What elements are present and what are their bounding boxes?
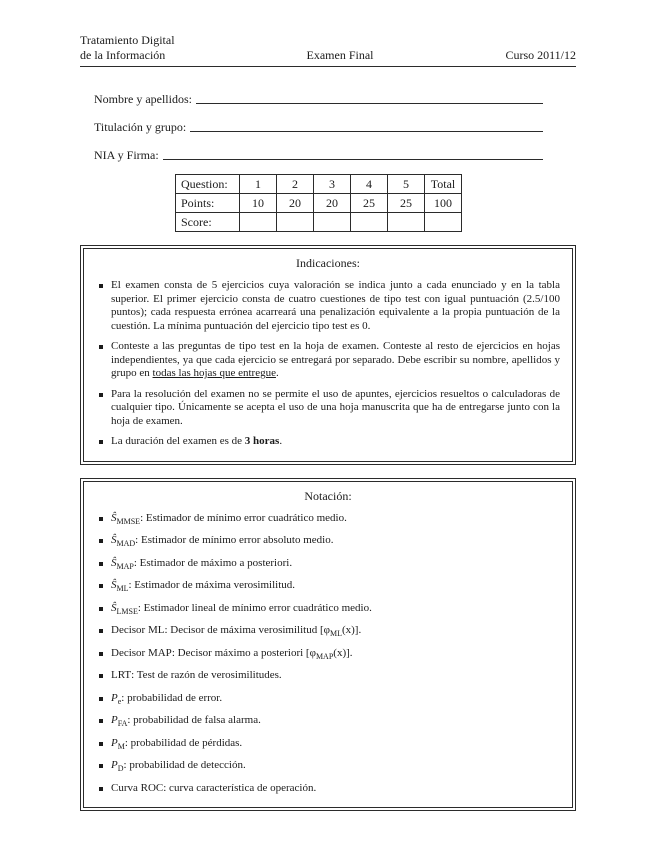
- table-cell: 100: [425, 194, 462, 213]
- text-segment: : probabilidad de error.: [121, 691, 223, 704]
- notation-term: Curva ROC: [111, 781, 164, 794]
- notation-term: Ŝ: [111, 511, 117, 524]
- item-text: [111, 279, 560, 333]
- bullet-icon: [99, 517, 103, 521]
- name-field-label: Nombre y apellidos:: [94, 92, 192, 106]
- item-text: [111, 714, 560, 728]
- text-segment: : probabilidad de pérdidas.: [124, 736, 243, 749]
- indicaciones-box: [80, 245, 576, 465]
- table-cell: 2: [277, 175, 314, 194]
- list-item: [96, 512, 560, 526]
- list-item: [96, 435, 560, 449]
- text-segment: : Estimador lineal de mínimo error cuadrático medio.: [137, 601, 372, 614]
- header-rule: [80, 66, 576, 67]
- text-segment-underline: todas las hojas que entregue: [152, 367, 276, 379]
- bullet-icon: [99, 719, 103, 723]
- bullet-icon: [99, 787, 103, 791]
- notation-term: Decisor MAP: [111, 646, 172, 659]
- item-text: [111, 435, 560, 449]
- item-text: [111, 759, 560, 773]
- text-segment: : probabilidad de detección.: [123, 759, 246, 771]
- notacion-title: Notación:: [304, 488, 352, 503]
- item-text: [111, 647, 560, 661]
- score-table: [175, 174, 462, 232]
- notacion-box: [80, 478, 576, 812]
- list-item: [96, 602, 560, 616]
- table-row-points: [176, 194, 462, 213]
- degree-field-label: Titulación y grupo:: [94, 120, 187, 134]
- notation-term: Decisor ML: [111, 624, 165, 636]
- list-item: [96, 692, 560, 706]
- table-row-label: Score:: [176, 213, 240, 232]
- course-title-line1: Tratamiento Digital: [80, 33, 175, 47]
- notation-term: Ŝ: [111, 556, 117, 569]
- notacion-box-inner: [83, 481, 573, 809]
- notation-term: Ŝ: [111, 601, 117, 614]
- bullet-icon: [99, 697, 103, 701]
- course-title: [80, 33, 175, 63]
- text-segment: (x)].: [341, 624, 362, 636]
- bullet-icon: [99, 440, 103, 444]
- notation-subscript: ML: [329, 629, 342, 639]
- nia-field-line: [163, 159, 543, 160]
- notation-term-subscript: e: [117, 696, 122, 706]
- notation-term-subscript: MAP: [116, 561, 134, 571]
- table-cell: [277, 213, 314, 232]
- list-item: [96, 759, 560, 773]
- bullet-icon: [99, 607, 103, 611]
- notation-term: P: [111, 691, 118, 704]
- bullet-icon: [99, 674, 103, 678]
- bullet-icon: [99, 742, 103, 746]
- table-row-question: [176, 175, 462, 194]
- table-cell: 10: [240, 194, 277, 213]
- notation-term-subscript: MAD: [116, 539, 136, 549]
- text-segment: Conteste a las preguntas de tipo test en la hoja de examen. Conteste al resto de ejercicios en hojas independientes, ya que cada ejercicio se entregará por separado. Debe escribir su nombre, apellidos y grupo en: [111, 340, 560, 379]
- item-text: [111, 340, 560, 381]
- text-segment: (x)].: [333, 646, 353, 659]
- bullet-icon: [99, 284, 103, 288]
- bullet-icon: [99, 393, 103, 397]
- notation-subscript: MAP: [315, 651, 334, 661]
- table-cell: 4: [351, 175, 388, 194]
- text-segment: La duración del examen es de: [111, 435, 245, 447]
- nia-field-row: [94, 135, 543, 163]
- text-segment: : Decisor de máxima verosimilitud [φ: [164, 624, 330, 636]
- text-segment: .: [279, 435, 283, 447]
- text-segment-bold: 3 horas: [244, 435, 280, 447]
- notation-term-subscript: FA: [117, 719, 128, 729]
- list-item: [96, 669, 560, 683]
- table-cell: [388, 213, 425, 232]
- page-header: [80, 33, 576, 63]
- indicaciones-title: Indicaciones:: [296, 256, 360, 270]
- list-item: [96, 340, 560, 381]
- text-segment: El examen consta de 5 ejercicios cuya valoración se indica junto a cada enunciado y en la tabla superior. El primer ejercicio consta de cuatro cuestiones de tipo test con igual puntuación (2.5/100 puntos); cada respuesta errónea acarreará una penalización equivalente a la propia puntuación de la cuestión. La mínima puntuación del ejercicio tipo test es 0.: [111, 279, 560, 332]
- table-cell: Total: [425, 175, 462, 194]
- course-title-line2: de la Información: [80, 48, 166, 62]
- item-text: [111, 782, 560, 796]
- list-item: [96, 579, 560, 593]
- item-text: [111, 669, 560, 683]
- text-segment: : curva característica de operación.: [163, 781, 317, 794]
- item-text: [111, 557, 560, 571]
- text-segment: : Estimador de máxima verosimilitud.: [128, 579, 295, 591]
- item-text: [111, 512, 560, 526]
- notation-term: Ŝ: [111, 534, 117, 546]
- text-segment: : probabilidad de falsa alarma.: [127, 714, 261, 726]
- text-segment: : Estimador de mínimo error cuadrático medio.: [140, 511, 347, 524]
- table-cell: [425, 213, 462, 232]
- list-item: [96, 647, 560, 661]
- table-cell: 25: [351, 194, 388, 213]
- bullet-icon: [99, 562, 103, 566]
- indicaciones-box-inner: [83, 248, 573, 462]
- table-cell: 25: [388, 194, 425, 213]
- list-item: [96, 279, 560, 333]
- name-field-row: [94, 79, 543, 107]
- bullet-icon: [99, 539, 103, 543]
- item-text: [111, 579, 560, 593]
- item-text: [111, 388, 560, 429]
- bullet-icon: [99, 764, 103, 768]
- table-cell: [351, 213, 388, 232]
- notation-term: P: [111, 714, 118, 726]
- item-text: [111, 534, 560, 548]
- text-segment: : Decisor máximo a posteriori [φ: [171, 646, 316, 659]
- table-cell: 20: [314, 194, 351, 213]
- notation-term-subscript: M: [117, 741, 125, 751]
- degree-field-line: [190, 131, 543, 132]
- text-segment: Para la resolución del examen no se permite el uso de apuntes, ejercicios resueltos o calculadoras de cualquier tipo. Únicamente se acepta el uso de una hoja manuscrita que ha de entregarse junto con la hoja de examen.: [111, 387, 560, 427]
- table-row-score: [176, 213, 462, 232]
- list-item: [96, 624, 560, 638]
- table-cell: [314, 213, 351, 232]
- bullet-icon: [99, 584, 103, 588]
- list-item: [96, 737, 560, 751]
- table-cell: 20: [277, 194, 314, 213]
- notation-term-subscript: D: [117, 764, 124, 774]
- list-item: [96, 714, 560, 728]
- exam-title: Examen Final: [306, 48, 374, 62]
- nia-field-label: NIA y Firma:: [94, 148, 159, 162]
- table-row-label: Points:: [176, 194, 240, 213]
- item-text: [111, 692, 560, 706]
- table-cell: 3: [314, 175, 351, 194]
- student-form: [94, 79, 543, 163]
- list-item: [96, 534, 560, 548]
- course-year: Curso 2011/12: [505, 48, 576, 62]
- text-segment: : Estimador de mínimo error absoluto medio.: [135, 534, 334, 546]
- degree-field-row: [94, 107, 543, 135]
- bullet-icon: [99, 652, 103, 656]
- notation-term-subscript: ML: [116, 584, 129, 594]
- notation-term-subscript: MMSE: [116, 516, 141, 526]
- bullet-icon: [99, 345, 103, 349]
- bullet-icon: [99, 629, 103, 633]
- notation-term: Ŝ: [111, 579, 117, 591]
- table-row-label: Question:: [176, 175, 240, 194]
- notation-term: P: [111, 736, 118, 749]
- text-segment: : Estimador de máximo a posteriori.: [133, 556, 293, 569]
- item-text: [111, 602, 560, 616]
- item-text: [111, 737, 560, 751]
- text-segment: .: [275, 367, 279, 379]
- table-cell: [240, 213, 277, 232]
- item-text: [111, 624, 560, 638]
- name-field-line: [196, 103, 543, 104]
- list-item: [96, 388, 560, 429]
- list-item: [96, 782, 560, 796]
- text-segment: : Test de razón de verosimilitudes.: [131, 669, 282, 681]
- table-cell: 1: [240, 175, 277, 194]
- table-cell: 5: [388, 175, 425, 194]
- notation-term: LRT: [111, 669, 132, 681]
- list-item: [96, 557, 560, 571]
- notation-term: P: [111, 759, 118, 771]
- notation-term-subscript: LMSE: [116, 606, 138, 616]
